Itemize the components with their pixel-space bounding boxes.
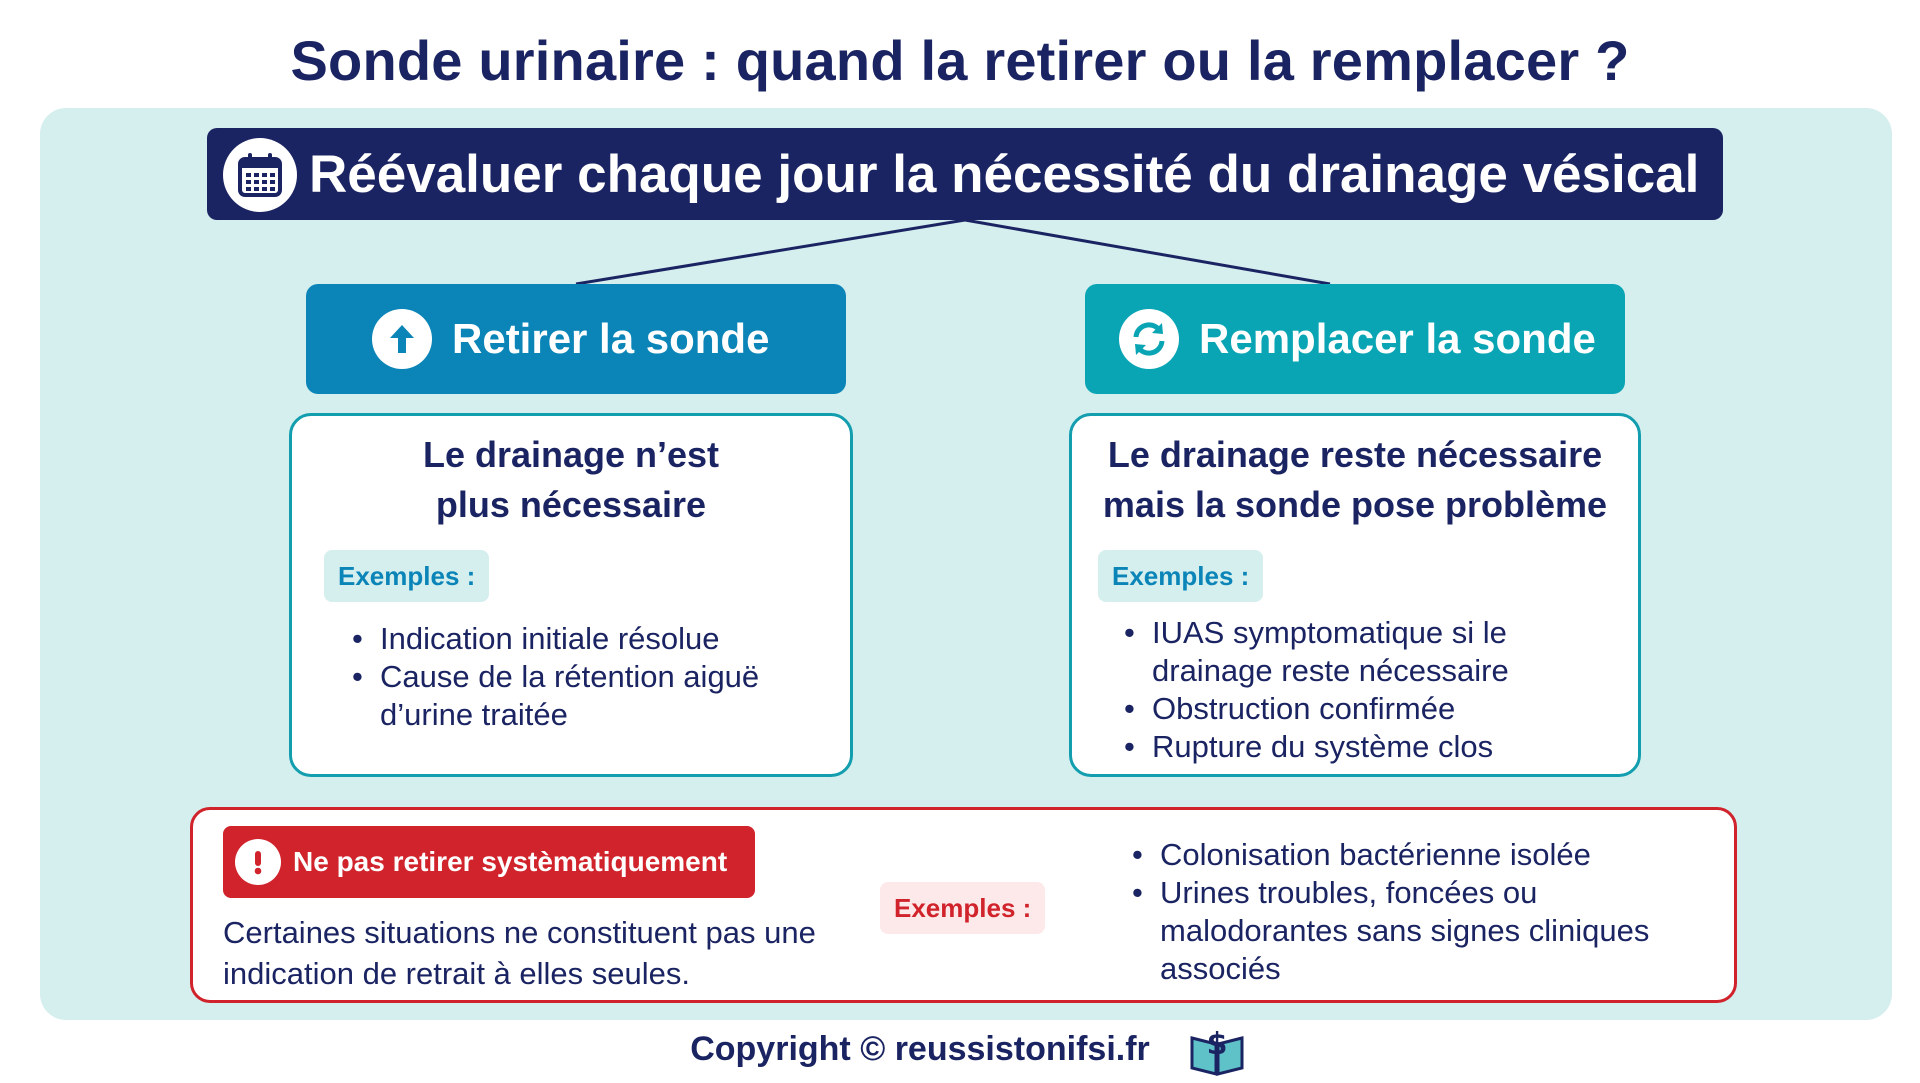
- connector-left: [576, 220, 965, 284]
- book-logo-icon: [1188, 1020, 1246, 1083]
- list-item: • Urines troubles, foncées ou malodorantes sans signes cliniques associés: [1126, 874, 1716, 988]
- exclamation-circle-icon: [235, 839, 281, 885]
- remplacer-card-title: Le drainage reste nécessaire mais la sonde pose problème: [1102, 434, 1608, 525]
- retirer-heading: Retirer la sonde: [452, 315, 770, 362]
- top-banner-label: Réévaluer chaque jour la nécessité du drainage vésical: [309, 144, 1700, 204]
- copyright: Copyright © reussistonifsi.fr: [690, 1030, 1150, 1068]
- list-item: • Colonisation bactérienne isolée: [1126, 836, 1716, 874]
- page-title: Sonde urinaire : quand la retirer ou la remplacer ?: [290, 29, 1630, 92]
- retirer-examples-list: [346, 620, 816, 734]
- warning-text: Certaines situations ne constituent pas une indication de retrait à elles seules.: [223, 915, 816, 991]
- list-item: • Cause de la rétention aiguë d’urine traitée: [346, 658, 816, 734]
- remplacer-heading-box: [1085, 284, 1625, 394]
- arrow-up-circle-icon: [372, 309, 432, 369]
- warning-heading-box: [223, 826, 755, 898]
- refresh-circle-icon: [1119, 309, 1179, 369]
- calendar-icon: [223, 138, 297, 212]
- retirer-examples-label: Exemples :: [324, 550, 489, 602]
- remplacer-examples-label: Exemples :: [1098, 550, 1263, 602]
- warning-heading: Ne pas retirer systèmatiquement: [293, 846, 728, 877]
- list-item: • Obstruction confirmée: [1118, 690, 1618, 728]
- remplacer-heading: Remplacer la sonde: [1199, 315, 1596, 362]
- list-item: • Indication initiale résolue: [346, 620, 816, 658]
- warning-examples-label: Exemples :: [880, 882, 1045, 934]
- remplacer-examples-list: [1118, 614, 1618, 766]
- list-item: • Rupture du système clos: [1118, 728, 1618, 766]
- retirer-card-title: Le drainage n’est plus nécessaire: [422, 434, 720, 525]
- list-item: • IUAS symptomatique si le drainage reste nécessaire: [1118, 614, 1618, 690]
- warning-examples-list: [1126, 836, 1716, 988]
- connector-right: [965, 220, 1330, 284]
- remplacer-card: [1069, 413, 1641, 777]
- retirer-heading-box: [306, 284, 846, 394]
- svg-text:$: $: [1206, 1027, 1228, 1062]
- top-banner: [207, 128, 1723, 220]
- retirer-card: [289, 413, 853, 777]
